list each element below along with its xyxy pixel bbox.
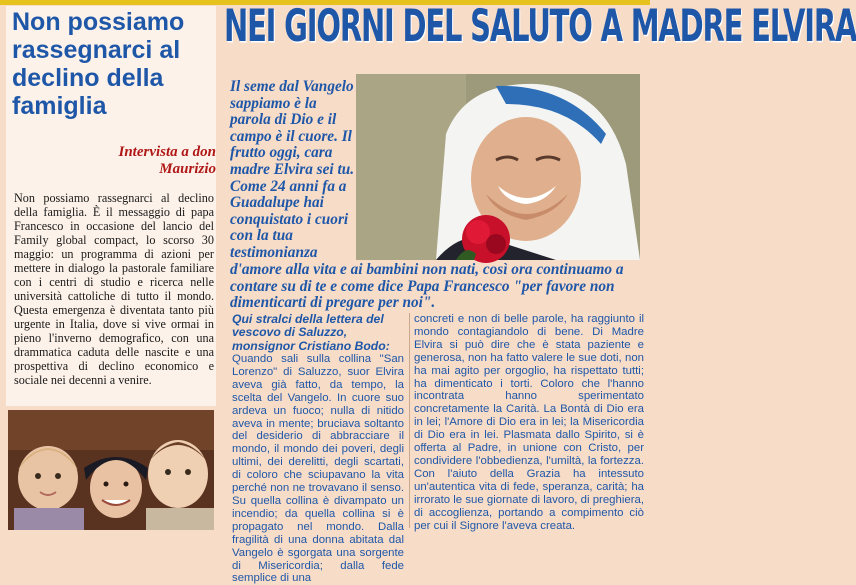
letter-column-2: concreti e non di belle parole, ha raggiunto il mondo contagiandolo di bene. Di Madre Elvira si può dire che è stata paziente e generosa, non ha fatto valere le sue doti, non ha mai agito per orgoglio, ha rispettato tutti; ha dimenticato i torti. Coloro che l'hanno incontrata hanno sperimentato concretamente la Carità. La Bontà di Dio era in lei; l'Amore di Dio era in lei; la Misericordia di Dio era in lei. Plasmata dallo Spirito, si è offerta al Padre, in unione con Cristo, per condividere l'obbedienza, l'umiltà, la fortezza. Con l'aiuto della Grazia ha intessuto un'autentica vita di fede, speranza, carità; ha irrorato le sue giornate di lavoro, di preghiera, di accoglienza, portando a compimento ciò per cui il Signore l'aveva creata. [414, 313, 644, 532]
left-article-body: Non possiamo rassegnarci al declino della famiglia. È il messaggio di papa Francesco in occasione del lancio del Family global compact, lo scorso 30 maggio: un programma di azioni per mettere in dialogo la pastorale familiare con i centri di studio e ricerca nelle università cattoliche di tutto il mondo. Questa emergenza è diventata tanto più urgente in Italia, dove si vive ormai in pieno l'inverno demografico, con una drammatica caduta delle nascite e una prospettiva di declino economico e sociale nei decenni a venire. [14, 191, 214, 387]
excerpt-intro: Qui stralci della lettera del vescovo di Saluzzo, monsignor Cristiano Bodo: [232, 312, 390, 353]
children-photo [8, 410, 214, 530]
children-photo-illustration [8, 410, 214, 530]
letter-column-1: Quando sali sulla collina "San Lorenzo" di Saluzzo, suor Elvira aveva già fatto, da tempo, la scelta del Vangelo. In cuore suo ardeva un fuoco; nulla di nitido aveva in mente; bruciava soltanto del desiderio di abbracciare il mondo, il mondo dei poveri, degli ultimi, dei derelitti, degli scartati, di coloro che sciupavano la vita perché non ne trovavano il senso. Su quella collina è divampato un incendio; da quella collina si è propagato nel mondo. Dalla fragilità di una donna abitata dal Vangelo è sgorgata una sorgente di Misericordia; dalla fede semplice di una [232, 353, 404, 585]
left-headline: Non possiamo rassegnarci al declino della famiglia [12, 8, 185, 120]
quote-text-bottom: d'amore alla vita e ai bambini non nati, così ora continuamo a contare su di te e come dice Papa Francesco "per favore non dimenticarti di pregare per noi". [230, 261, 624, 312]
madre-elvira-photo [356, 74, 640, 260]
column-divider [409, 313, 410, 528]
interview-byline: Intervista a don Maurizio [118, 144, 216, 177]
main-title: NEI GIORNI DEL SALUTO A MADRE ELVIRA [224, 0, 856, 52]
quote-text-top: Il seme dal Vangelo sappiamo è la parola di Dio e il campo è il cuore. Il frutto oggi, cara madre Elvira sei tu. Come 24 anni fa a Guadalupe hai conquistato i cuori con la tua testimonianza [230, 78, 355, 261]
madre-elvira-photo-illustration [356, 74, 640, 260]
